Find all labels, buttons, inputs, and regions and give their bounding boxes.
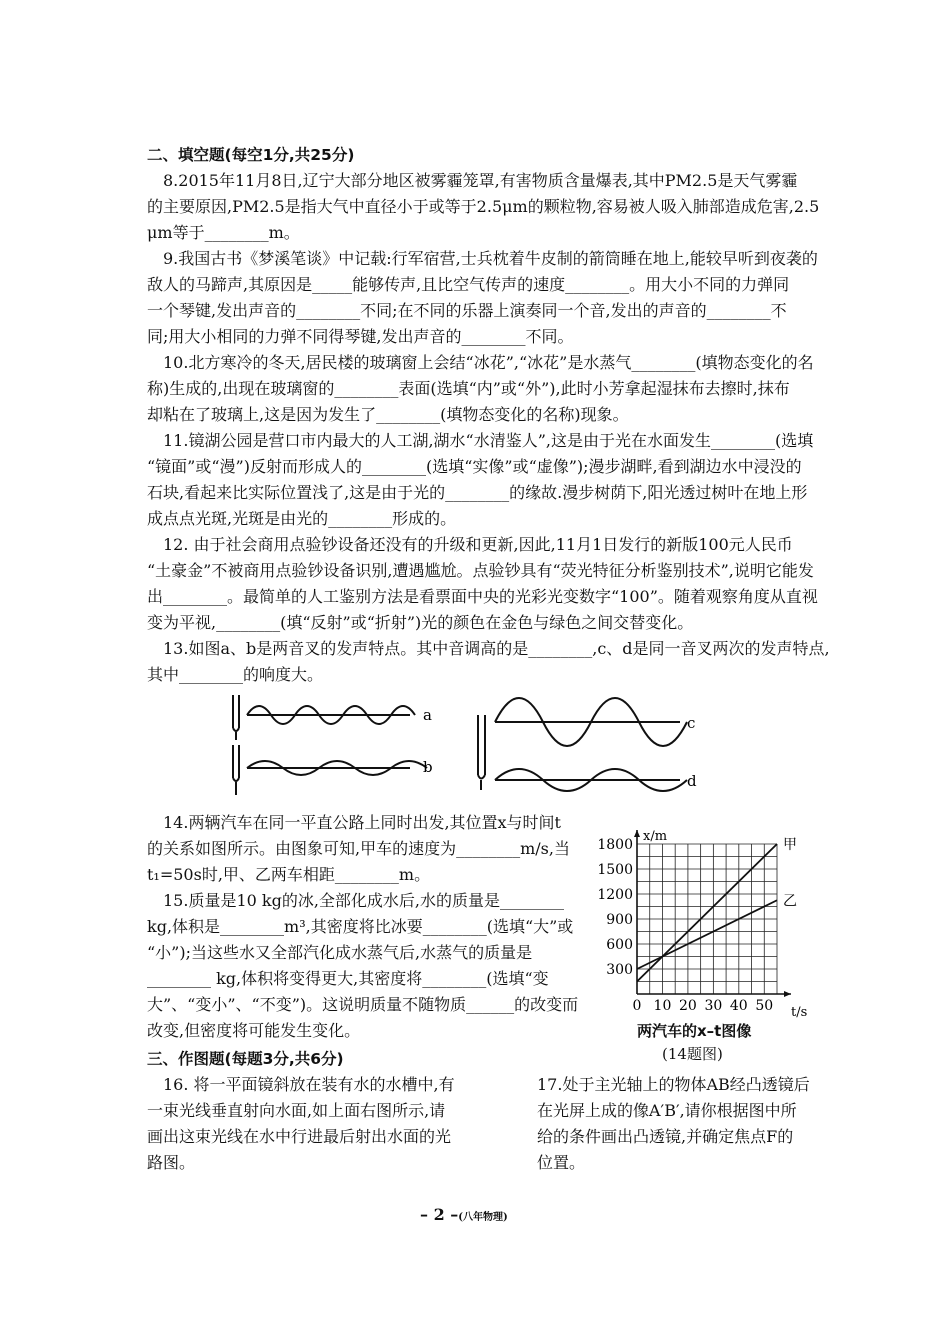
q11-line1: 11.镜湖公园是营口市内最大的人工湖,湖水“水清鉴人”,这是由于光在水面发生________(选填: [163, 431, 814, 450]
series-line-2: [637, 900, 777, 969]
y-tick-label: 1200: [597, 887, 633, 903]
q12-line4: 变为平视,________(填“反射”或“折射”)光的颜色在金色与绿色之间交替变化。: [147, 613, 694, 632]
q16-line1: 16. 将一平面镜斜放在装有水的水槽中,有: [163, 1075, 455, 1094]
wave-b: [247, 761, 427, 775]
label-d: d: [687, 772, 697, 790]
q14-line3: t₁=50s时,甲、乙两车相距________m。: [147, 865, 431, 884]
q15-line3: “小”);当这些水又全部汽化成水蒸气后,水蒸气的质量是: [147, 943, 533, 962]
q8-line2: 的主要原因,PM2.5是指大气中直径小于或等于2.5μm的颗粒物,容易被人吸入肺部造成危害,2.5: [147, 197, 820, 216]
q16-line4: 路图。: [147, 1153, 196, 1172]
page-number: – 2 –: [420, 1205, 459, 1224]
q16-line3: 画出这束光线在水中行进最后射出水面的光: [147, 1127, 452, 1146]
q9-line2: 敌人的马蹄声,其原因是_____能够传声,且比空气传声的速度________。用大小不同的力弹同: [147, 275, 790, 294]
y-axis-label: x/m: [643, 829, 668, 844]
tuning-fork-cd-icon: [478, 715, 485, 790]
y-tick-label: 1800: [597, 837, 633, 853]
label-a: a: [423, 706, 432, 724]
q15-line1: 15.质量是10 kg的冰,全部化成水后,水的质量是________: [163, 891, 565, 910]
q17-line4: 位置。: [537, 1153, 586, 1172]
y-tick-label: 600: [606, 937, 633, 953]
q10-line3: 却粘在了玻璃上,这是因为发生了________(填物态变化的名称)现象。: [147, 405, 629, 424]
q12-line1: 12. 由于社会商用点验钞设备还没有的升级和更新,因此,11月1日发行的新版100元人民币: [163, 535, 793, 554]
wave-d: [495, 769, 687, 791]
section-3-title: 三、作图题(每题3分,共6分): [147, 1050, 344, 1068]
q10-line1: 10.北方寒冷的冬天,居民楼的玻璃窗上会结“冰花”,“冰花”是水蒸气________(填物态变化的名: [163, 353, 814, 372]
x-tick-label: 20: [678, 998, 697, 1014]
q11-line2: “镜面”或“漫”)反射而形成人的________(选填“实像”或“虚像”);漫步湖畔,看到湖边水中浸没的: [147, 457, 802, 476]
tuning-fork-a-icon: [233, 695, 239, 740]
q14-line1: 14.两辆汽车在同一平直公路上同时出发,其位置x与时间t: [163, 813, 561, 832]
q9-line1: 9.我国古书《梦溪笔谈》中记载:行军宿营,士兵枕着牛皮制的箭筒睡在地上,能较早听到夜袭的: [163, 249, 818, 268]
q10-line2: 称)生成的,出现在玻璃窗的________表面(选填“内”或“外”),此时小芳拿起湿抹布去擦时,抹布: [147, 379, 790, 398]
xt-chart: [595, 818, 810, 1018]
y-tick-label: 900: [606, 912, 633, 928]
q14-line2: 的关系如图所示。由图象可知,甲车的速度为________m/s,当: [147, 839, 570, 858]
wave-a: [247, 706, 415, 724]
section-2-title: 二、填空题(每空1分,共25分): [147, 146, 355, 164]
q11-line4: 成点点光斑,光斑是由光的________形成的。: [147, 509, 457, 528]
x-tick-label: 40: [729, 998, 748, 1014]
wave-c: [495, 698, 687, 746]
q12-line3: 出________。最简单的人工鉴别方法是看票面中央的光彩光变数字“100”。随着观察角度从直视: [147, 587, 818, 606]
q16-line2: 一束光线垂直射向水面,如上面右图所示,请: [147, 1101, 446, 1120]
label-b: b: [423, 758, 433, 776]
x-tick-label: 30: [704, 998, 723, 1014]
q17-line2: 在光屏上成的像A′B′,请你根据图中所: [537, 1101, 797, 1120]
subject-label: (八年物理): [458, 1212, 508, 1223]
series-line-1: [637, 844, 777, 982]
x-tick-label: 50: [755, 998, 774, 1014]
y-axis-arrow: [634, 830, 640, 837]
q15-line5: 大”、“变小”、“不变”)。这说明质量不随物质______的改变而: [147, 995, 579, 1014]
q12-line2: “土豪金”不被商用点验钞设备识别,遭遇尴尬。点验钞具有“荧光特征分析鉴别技术”,说明它能发: [147, 561, 814, 580]
x-tick-label: 10: [653, 998, 672, 1014]
q11-line3: 石块,看起来比实际位置浅了,这是由于光的________的缘故.漫步树荫下,阳光透过树叶在地上形: [147, 483, 808, 502]
y-tick-label: 300: [606, 962, 633, 978]
tuning-fork-b-icon: [233, 745, 239, 795]
series-label-2: 乙: [783, 893, 797, 910]
q9-line3: 一个琴键,发出声音的________不同;在不同的乐器上演奏同一个音,发出的声音的________不: [147, 301, 787, 320]
q17-line3: 给的条件画出凸透镜,并确定焦点F的: [537, 1127, 794, 1146]
label-c: c: [687, 714, 696, 732]
x-axis-arrow: [784, 991, 791, 997]
q13-waveform-figure: [225, 690, 715, 805]
x-tick-label: 0: [632, 998, 642, 1014]
q13-line1: 13.如图a、b是两音叉的发声特点。其中音调高的是________,c、d是同一音叉两次的发声特点,: [163, 639, 830, 658]
q17-line1: 17.处于主光轴上的物体AB经凸透镜后: [537, 1075, 810, 1094]
x-axis-label: t/s: [791, 1005, 808, 1018]
q8-line1: 8.2015年11月8日,辽宁大部分地区被雾霾笼罩,有害物质含量爆表,其中PM2.5是天气雾霾: [163, 171, 798, 190]
series-label-1: 甲: [783, 837, 797, 853]
page-footer: [420, 1205, 508, 1224]
chart-title: 两汽车的x–t图像: [637, 1022, 752, 1040]
q15-line4: ________ kg,体积将变得更大,其密度将________(选填“变: [147, 969, 549, 988]
chart-caption: (14题图): [662, 1045, 723, 1063]
q15-line2: kg,体积是________m³,其密度将比冰要________(选填“大”或: [147, 917, 574, 936]
q9-line4: 同;用大小相同的力弹不同得琴键,发出声音的________不同。: [147, 327, 574, 346]
y-tick-label: 1500: [597, 862, 633, 878]
q15-line6: 改变,但密度将可能发生变化。: [147, 1021, 361, 1040]
q8-line3: μm等于________m。: [147, 223, 300, 242]
q13-line2: 其中________的响度大。: [147, 665, 324, 684]
